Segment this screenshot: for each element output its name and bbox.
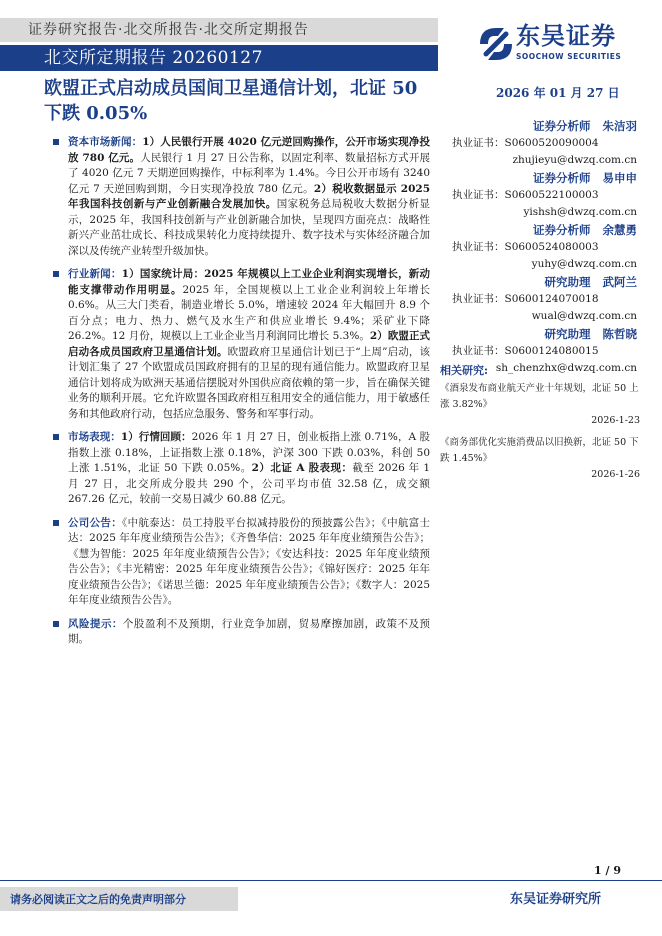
- analyst-cert: 执业证书：S0600124070018: [452, 293, 599, 305]
- analyst-role: 研究助理: [544, 327, 591, 341]
- analyst-list: [452, 118, 637, 378]
- analyst-name: 陈哲晓: [602, 327, 637, 341]
- related-research-title-text: 《酒泉发布商业航天产业十年规划，北证 50 上涨 3.82%》: [440, 383, 639, 410]
- analyst-name: 武阿兰: [602, 275, 637, 289]
- related-research: [440, 363, 640, 489]
- analyst-entry: [452, 222, 637, 273]
- paragraph-text: 个股盈利不及预期，行业竞争加剧，贸易摩擦加剧，政策不及预期。: [68, 617, 430, 645]
- analyst-entry: [452, 170, 637, 221]
- square-bullet-icon: [53, 520, 59, 526]
- analyst-role: 证券分析师: [533, 223, 591, 237]
- related-research-date: 2026-1-26: [591, 469, 640, 480]
- analyst-email[interactable]: wual@dwzq.com.cn: [531, 310, 637, 322]
- paragraph-text: 国家税务总局税收大数据分析显示，2025 年，我国科技创新与产业创新融合加快，呈现四方面亮点：战略性新兴产业茁壮成长、科技成果转化力度持续提升、数字技术与实体经济融合加深以及传统产业转型升级加快。: [68, 198, 430, 257]
- square-bullet-icon: [53, 271, 59, 277]
- analyst-email[interactable]: zhujieyu@dwzq.com.cn: [512, 154, 637, 166]
- report-series-title: 北交所定期报告 20260127: [44, 48, 263, 68]
- footer-institute: 东吴证券研究所: [510, 892, 602, 907]
- summary-paragraph: [50, 516, 430, 609]
- square-bullet-icon: [53, 139, 59, 145]
- analyst-cert: 执业证书：S0600522100003: [452, 189, 599, 201]
- paragraph-label: 风险提示：: [68, 617, 123, 630]
- summary-paragraph: [50, 267, 430, 422]
- related-research-items: [440, 381, 640, 483]
- paragraph-text: 2026 年 1 月 27 日，创业板指上涨 0.71%，A 股指数上涨 0.18%，上证指数上涨 0.18%，沪深 300 下跌 0.03%，科创 50 上涨 1.51%，北证 50 下跌 0.05%。: [68, 431, 430, 474]
- analyst-email[interactable]: yishsh@dwzq.com.cn: [523, 206, 637, 218]
- report-date: 2026 年 01 月 27 日: [496, 86, 620, 100]
- analyst-role-name: [452, 222, 637, 239]
- analyst-cert: 执业证书：S0600520090004: [452, 137, 599, 149]
- analyst-entry: [452, 118, 637, 169]
- related-research-title-text: 《商务部优化实施消费品以旧换新，北证 50 下跌 1.45%》: [440, 437, 639, 464]
- analyst-name: 朱洁羽: [602, 119, 637, 133]
- main-summary: [50, 135, 430, 656]
- analyst-role: 证券分析师: [533, 171, 591, 185]
- related-research-item[interactable]: [440, 381, 640, 429]
- paragraph-text: 1）国家统计局：2025 年规模以上工业企业利润实现增长，新动能支撑带动作用明显。: [68, 268, 431, 296]
- logo-en-text: SOOCHOW SECURITIES: [516, 52, 622, 61]
- analyst-role-name: [452, 326, 637, 343]
- related-research-date: 2026-1-23: [591, 415, 640, 426]
- paragraph-text: 2025 年，全国规模以上工业企业利润较上年增长 0.6%。从三大门类看，制造业增长 5.0%，增速较 2024 年大幅回升 8.9 个百分点；电力、热力、燃气及水生产和供应业增长 9.4%；采矿业下降 26.2%。12 月份，规模以上工业企业当月利润同比增长 5.3%。: [68, 283, 431, 342]
- report-headline: 欧盟正式启动成员国间卫星通信计划，北证 50 下跌 0.05%: [44, 78, 418, 124]
- analyst-name: 余慧勇: [602, 223, 637, 237]
- paragraph-text: 《中航泰达：员工持股平台拟减持股份的预披露公告》；《中航富士达：2025 年年度业绩预告公告》；《齐鲁华信：2025 年年度业绩预告公告》；《慧为智能：2025 年年度业绩预告公告》；《安达科技：2025 年年度业绩预告公告》；《丰光精密：2025 年年度业绩预告公告》；《锦好医疗：2025 年年度业绩预告公告》；《诺思兰德：2025 年年度业绩预告公告》；《数字人：2025 年年度业绩预告公告》。: [68, 516, 431, 606]
- paragraph-text: 1）人民银行开展 4020 亿元逆回购操作，公开市场实现净投放 780 亿元。: [68, 136, 431, 164]
- page-number: 1 / 9: [594, 864, 621, 877]
- paragraph-text: 2）欧盟正式启动各成员国政府卫星通信计划。: [68, 330, 430, 358]
- paragraph-label: 资本市场新闻：: [68, 136, 143, 148]
- logo-cn-text: 东吴证券: [516, 22, 616, 50]
- breadcrumb: 证券研究报告·北交所报告·北交所定期报告: [28, 22, 309, 38]
- paragraph-text: 欧盟政府卫星通信计划已于“上周”启动，该计划汇集了 27 个欧盟成员国政府拥有的卫星的现有通信能力。欧盟政府卫星通信计划将成为欧洲天基通信摆脱对外国供应商依赖的第一步，旨在确保关键业务的顺利开展。它允许欧盟各国政府相互租用安全的通信能力，用于敏感任务和其他政府行动，包括应急服务、警务和军事行动。: [68, 345, 430, 420]
- paragraph-text: 人民银行 1 月 27 日公告称，以固定利率、数量招标方式开展了 4020 亿元 7 天期逆回购操作，中标利率为 1.4%。今日公开市场有 3240 亿元 7 天逆回购到期，今日实现净投放 780 亿元。: [68, 151, 430, 195]
- analyst-role: 证券分析师: [533, 119, 591, 133]
- square-bullet-icon: [53, 434, 59, 440]
- analyst-role: 研究助理: [544, 275, 591, 289]
- paragraph-text: 2）税收数据显示 2025 年我国科技创新与产业创新融合发展加快。: [68, 182, 431, 210]
- analyst-role-name: [452, 274, 637, 291]
- summary-paragraph: [50, 430, 430, 508]
- paragraph-label: 行业新闻：: [68, 268, 122, 280]
- paragraph-label: 市场表现：: [68, 431, 121, 443]
- analyst-email[interactable]: yuhy@dwzq.com.cn: [531, 258, 637, 270]
- related-research-item[interactable]: [440, 435, 640, 483]
- paragraph-text: 截至 2026 年 1 月 27 日，北交所成分股共 290 个，公司平均市值 32.58 亿，成交额 267.26 亿元，较前一交易日减少 60.88 亿元。: [68, 462, 430, 505]
- summary-paragraph: [50, 135, 430, 259]
- analyst-cert: 执业证书：S0600124080015: [452, 345, 599, 357]
- analyst-role-name: [452, 118, 637, 135]
- footer-disclaimer[interactable]: 请务必阅读正文之后的免责声明部分: [10, 893, 186, 906]
- paragraph-text: 2）北证 A 股表现：: [251, 462, 353, 474]
- paragraph-label: 公司公告：: [68, 516, 123, 529]
- analyst-cert: 执业证书：S0600524080003: [452, 241, 599, 253]
- analyst-email[interactable]: sh_chenzhx@dwzq.com.cn: [495, 362, 637, 374]
- analyst-entry: [452, 274, 637, 325]
- analyst-name: 易申申: [602, 171, 637, 185]
- related-research-title: 相关研究:: [440, 364, 489, 377]
- paragraph-text: 1）行情回顾：: [120, 431, 192, 443]
- square-bullet-icon: [53, 621, 59, 627]
- analyst-role-name: [452, 170, 637, 187]
- footer-divider: [0, 880, 662, 881]
- summary-paragraph: [50, 617, 430, 648]
